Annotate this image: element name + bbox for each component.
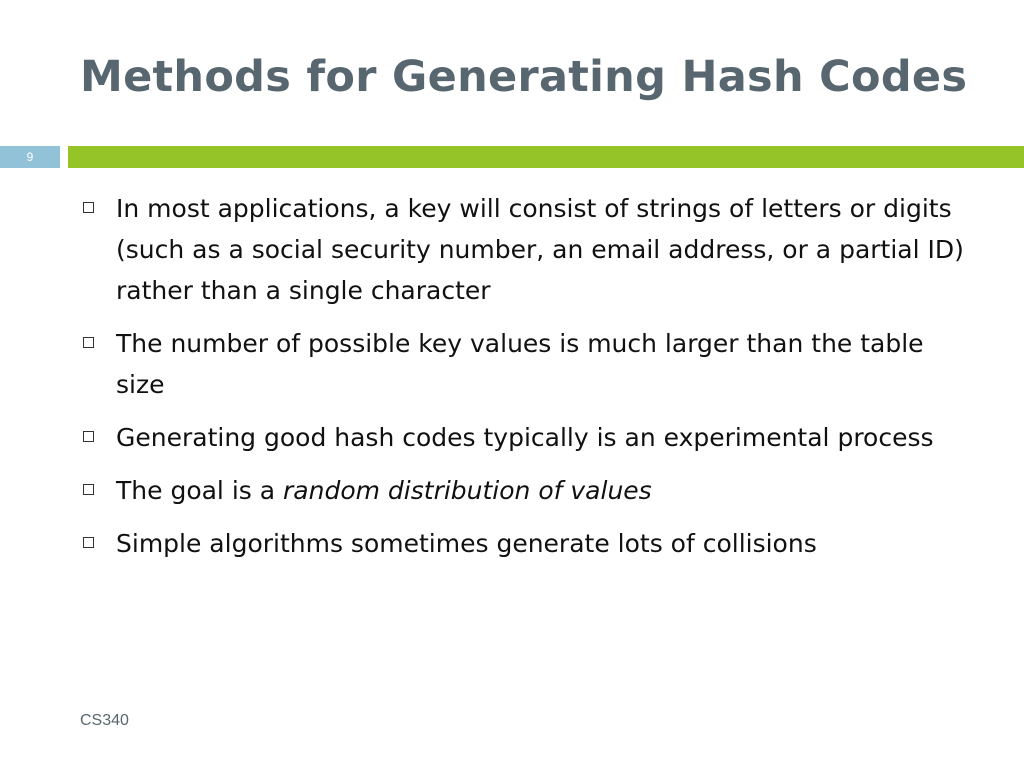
bullet-item [78, 323, 978, 405]
title-accent-bar [68, 146, 1024, 168]
hollow-square-icon [83, 484, 94, 495]
bullet-item [78, 523, 978, 564]
bullet-text: In most applications, a key will consist of strings of letters or digits (such as a social security number, an email address, or a partial ID) rather than a single character [116, 194, 964, 305]
bullet-item [78, 470, 978, 511]
slide-title: Methods for Generating Hash Codes [80, 52, 968, 102]
bullet-text: The number of possible key values is much larger than the table size [116, 329, 924, 399]
bullet-text: Simple algorithms sometimes generate lots of collisions [116, 529, 817, 558]
hollow-square-icon [83, 202, 94, 213]
bullet-emphasis: random distribution of values [283, 476, 652, 505]
hollow-square-icon [83, 431, 94, 442]
hollow-square-icon [83, 337, 94, 348]
bullet-list [78, 188, 978, 576]
hollow-square-icon [83, 537, 94, 548]
slide-number: 9 [26, 150, 34, 164]
bullet-item [78, 188, 978, 311]
footer-course-code: CS340 [80, 712, 129, 729]
bullet-text: The goal is a [116, 476, 284, 505]
bullet-item [78, 417, 978, 458]
bullet-text: Generating good hash codes typically is an experimental process [116, 423, 934, 452]
